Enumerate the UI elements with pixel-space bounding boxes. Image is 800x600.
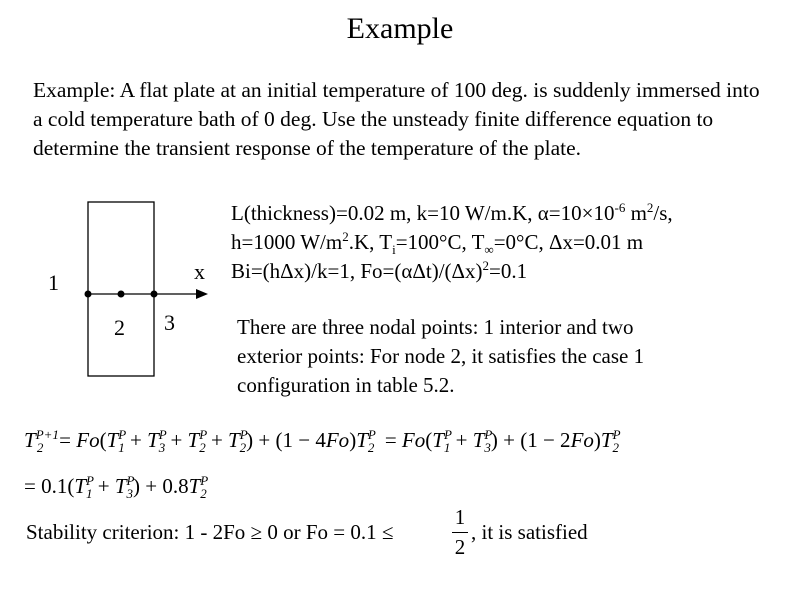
simplified-equation: = $0.1(T^P_1 + T^P_3) + 0.8T^P_2$ [24, 473, 209, 502]
nodes-line: configuration in table 5.2. [237, 373, 455, 397]
node-1-point [85, 291, 92, 298]
fraction-one-half [452, 505, 468, 560]
node-3-label: 3 [164, 310, 175, 335]
nodes-explanation [237, 313, 644, 400]
stability-conclusion: , it is satisfied [471, 520, 588, 544]
param-line-3: Bi=(hΔx)/k=1, $Fo=(\alpha\Delta t)/(\Delta x)^2=0.1$ [231, 258, 528, 283]
intro-paragraph: Example: A flat plate at an initial temperature of 100 deg. is suddenly immersed into a cold temperature bath of 0 deg. Use the unsteady finite difference equation to determine the transient response of the temperature of the plate. [33, 78, 760, 160]
plate-rect [88, 202, 154, 376]
nodes-line: There are three nodal points: 1 interior and two [237, 315, 634, 339]
stability-criterion: Stability criterion: 1 - 2Fo ≥ 0 or Fo = 0.1 ≤ [26, 520, 394, 544]
x-axis-arrowhead [196, 289, 208, 299]
param-line-2: h=1000 $W/m^2.K$, $T_i=100^\circ C$, $T_\infty=0^\circ C$, Δx=0.01 m [231, 229, 644, 258]
finite-difference-equation: $T^{P+1}_2$ = $Fo(T^P_1 + T^P_3 + T^P_2 + T^P_2) + (1 - 4Fo)T^P_2 = Fo(T^P_1 + T^P_3) + (1 - 2Fo)T^P_2$ [24, 427, 621, 456]
fraction-numerator: 1 [454, 505, 466, 529]
nodes-line: exterior points: For node 2, it satisfies the case 1 [237, 344, 645, 368]
fraction-denominator: 2 [454, 535, 466, 559]
fraction-bar [452, 532, 468, 533]
node-3-point [151, 291, 158, 298]
slide-title: Example [346, 12, 454, 45]
node-2-label: 2 [114, 315, 125, 340]
param-line-1: L(thickness)=0.02 m, k=10 W/m.K, $\alpha=10\times 10^{-6}$ $m^2/s$, [231, 200, 673, 225]
node-2-point [118, 291, 125, 298]
node-1-label: 1 [48, 270, 59, 295]
x-axis-label: x [194, 259, 205, 284]
